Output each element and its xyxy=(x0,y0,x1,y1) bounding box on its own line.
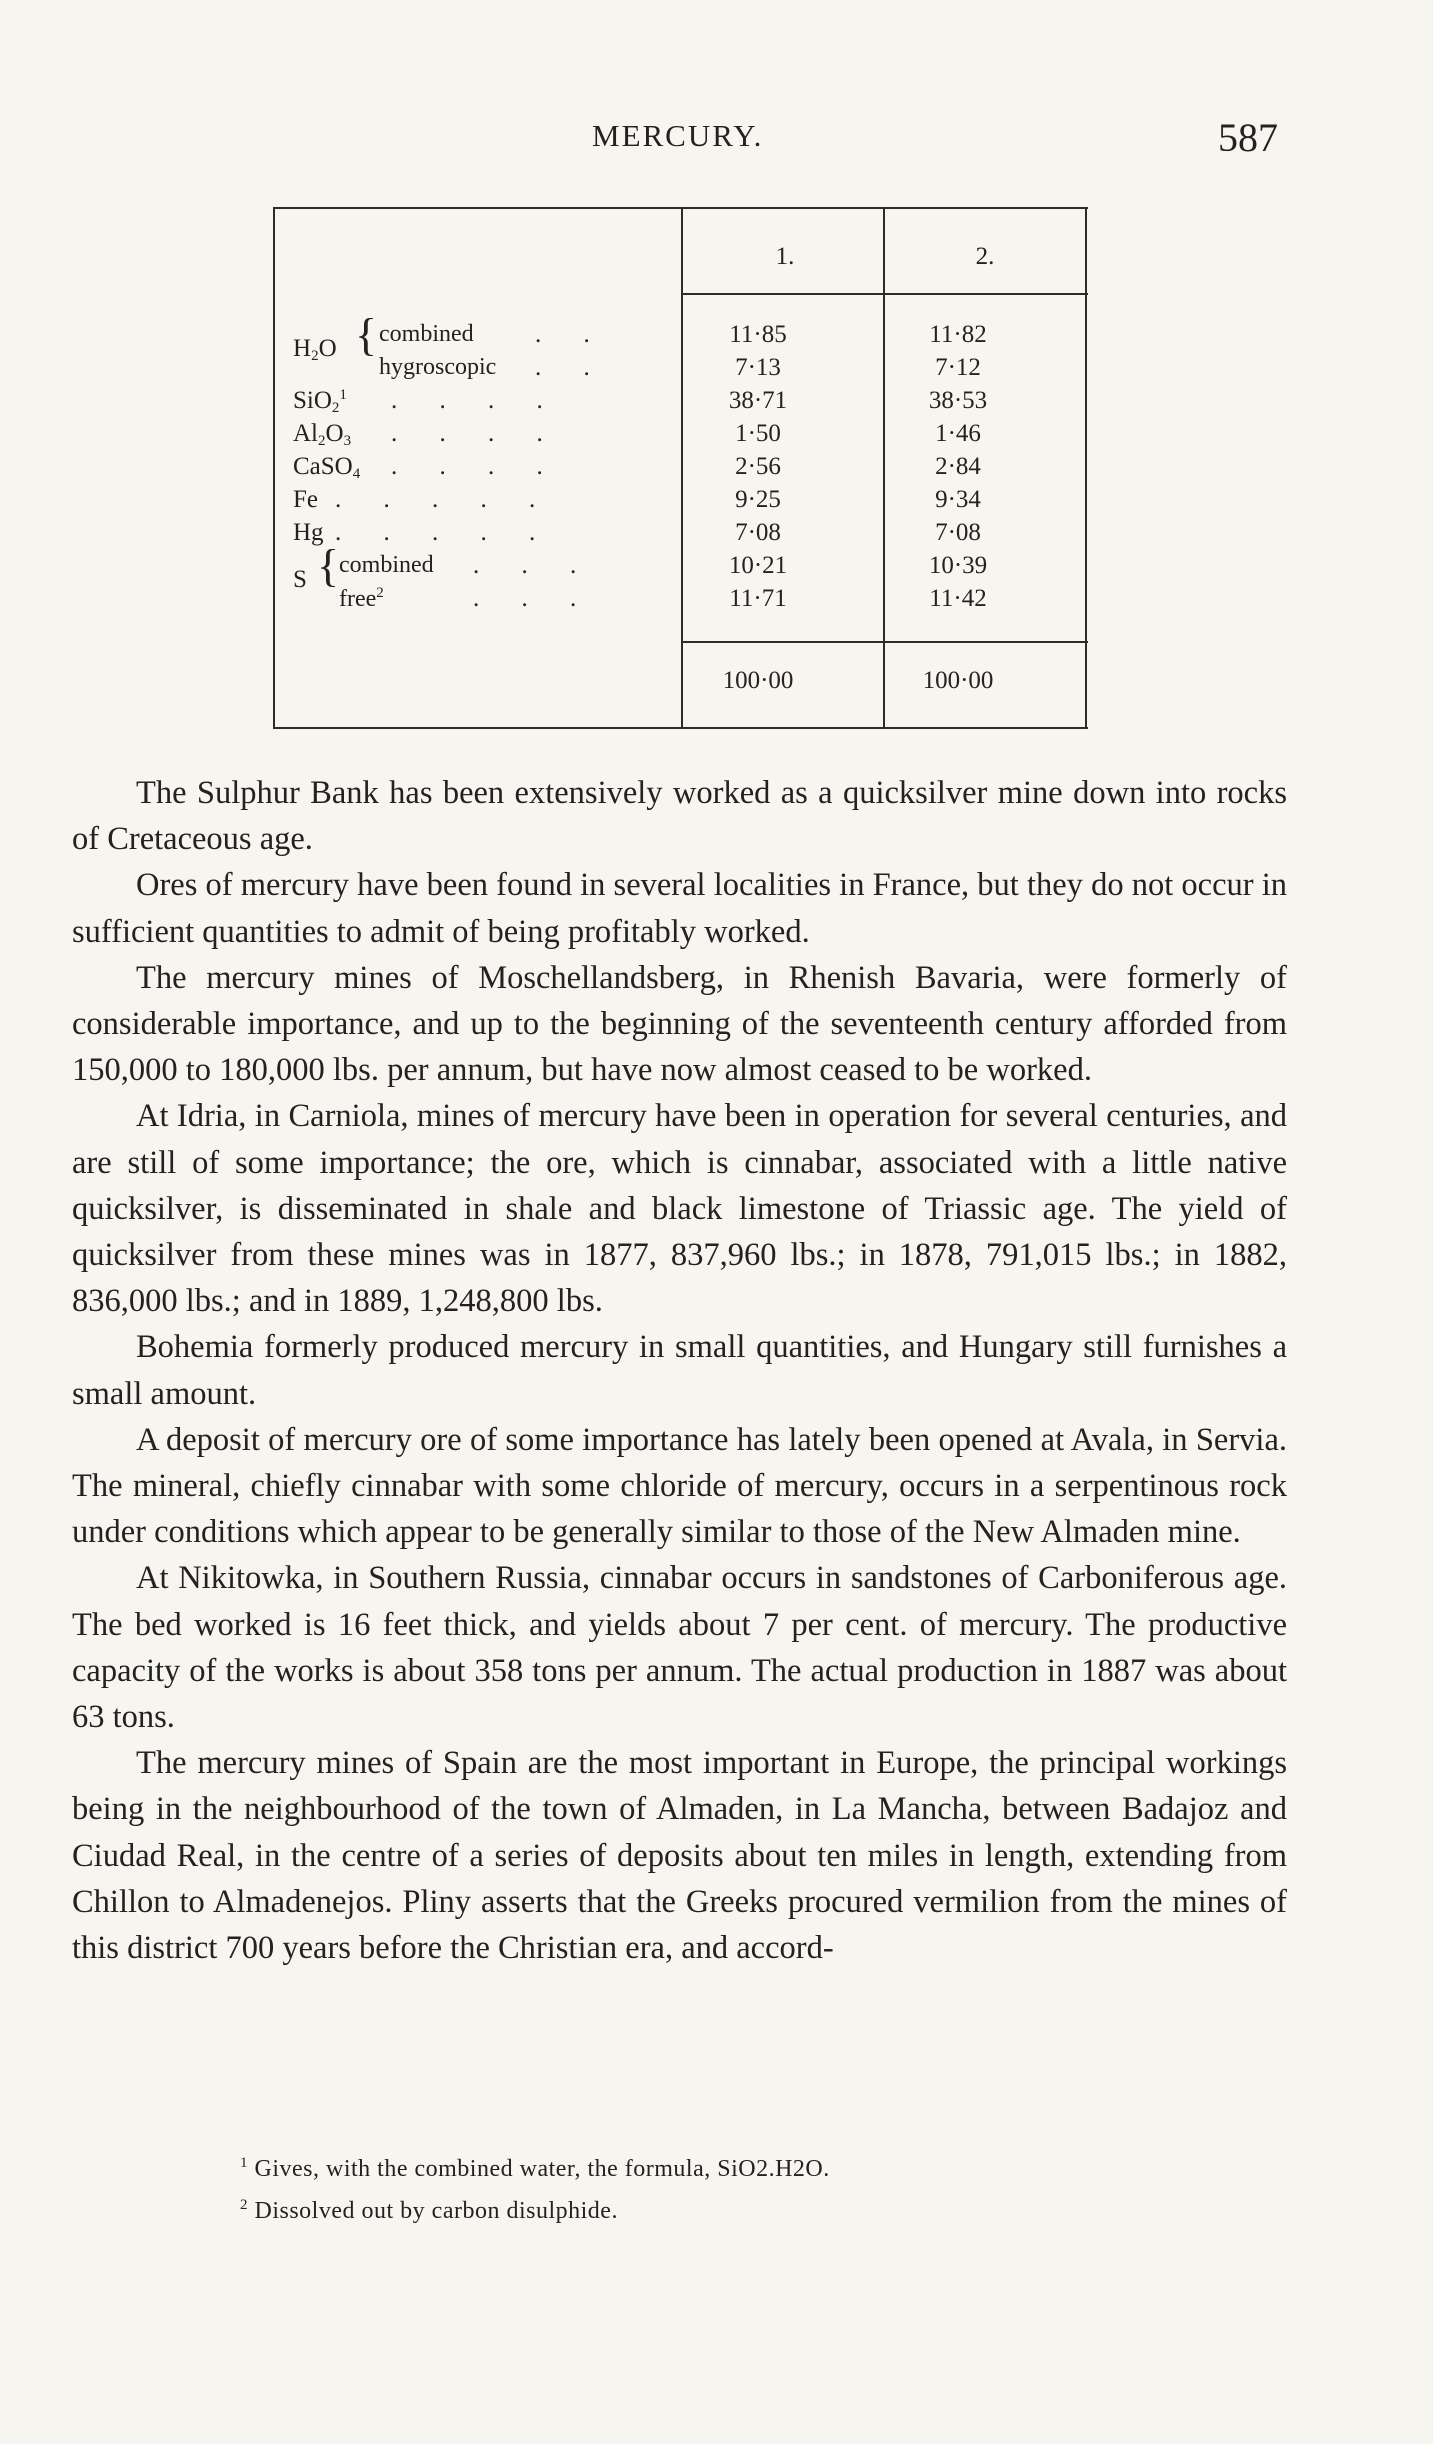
table-row xyxy=(273,453,1088,486)
total-col-2: 100·00 xyxy=(922,667,994,694)
value-col-2: 11·82 xyxy=(929,321,987,348)
table-row xyxy=(273,585,1088,618)
leader-dots: . . . . xyxy=(391,420,561,447)
formula-s: S xyxy=(293,566,307,593)
table-total-rule xyxy=(681,641,1088,643)
column-header-2: 2. xyxy=(975,243,995,270)
leader-dots: . . . . xyxy=(391,453,561,480)
value-col-2: 38·53 xyxy=(928,387,988,414)
value-col-2: 1·46 xyxy=(935,420,981,447)
footnote-text: Gives, with the combined water, the formula, SiO2.H2O. xyxy=(254,2156,830,2182)
body-text xyxy=(72,770,1287,1971)
paragraph: The Sulphur Bank has been extensively worked as a quicksilver mine down into rocks of Cretaceous age. xyxy=(72,775,1287,858)
value-col-1: 2·56 xyxy=(735,453,781,480)
footnote-mark: 2 xyxy=(240,2197,248,2213)
footnote-mark: 1 xyxy=(240,2155,248,2171)
row-label: SiO$_2^1$ xyxy=(293,387,347,416)
value-col-2: 9·34 xyxy=(935,486,981,513)
value-col-1: 10·21 xyxy=(728,552,788,579)
value-col-2: 10·39 xyxy=(928,552,988,579)
total-col-1: 100·00 xyxy=(722,667,794,694)
formula-h2o: $H_2O$ xyxy=(293,335,337,364)
table-top-border xyxy=(273,207,1088,209)
table-row xyxy=(273,354,1088,387)
row-label: CaSO$_4$ xyxy=(293,453,361,482)
table-header-rule xyxy=(681,293,1088,295)
value-col-1: 38·71 xyxy=(728,387,788,414)
row-label: $Al_2O_3$ xyxy=(293,420,352,449)
page-number: 587 xyxy=(1218,115,1278,160)
sub-label: combined xyxy=(379,321,474,347)
table-row xyxy=(273,519,1088,552)
paragraph: At Idria, in Carniola, mines of mercury have been in operation for several centuries, and are still of some importance; the ore, which is cinnabar, associated with a little native quicksilver, is disseminated in shale and black limestone of Triassic age. The yield of quicksilver from these mines was in 1877, 837,960 lbs.; in 1878, 791,015 lbs.; in 1882, 836,000 lbs.; and in 1889, 1,248,800 lbs. xyxy=(72,1098,1287,1320)
row-label: Fe xyxy=(293,486,318,513)
running-title: MERCURY. xyxy=(592,118,764,153)
value-col-2: 7·08 xyxy=(935,519,981,546)
footnote-1 xyxy=(240,2145,830,2187)
table-row xyxy=(273,486,1088,519)
sub-label: free$^2$ xyxy=(339,585,384,612)
paragraph: Ores of mercury have been found in several localities in France, but they do not occur in sufficient quantities to admit of being profitably worked. xyxy=(72,867,1287,950)
paragraph: The mercury mines of Spain are the most important in Europe, the principal workings being in the neighbourhood of the town of Almaden, in La Mancha, between Badajoz and Ciudad Real, in the centre of a series of deposits about ten miles in length, extending from Chillon to Almadenejos. Pliny asserts that the Greeks procured vermilion from the mines of this district 700 years before the Christian era, and accord- xyxy=(72,1745,1287,1967)
leader-dots: . . . xyxy=(473,552,595,579)
leader-dots: . . xyxy=(535,321,608,348)
value-col-2: 2·84 xyxy=(935,453,981,480)
value-col-2: 11·42 xyxy=(929,585,987,612)
table-row xyxy=(273,420,1088,453)
table-row xyxy=(273,387,1088,420)
footnote-2 xyxy=(240,2187,830,2229)
value-col-2: 7·12 xyxy=(935,354,981,381)
value-col-1: 11·85 xyxy=(729,321,787,348)
paragraph: Bohemia formerly produced mercury in small quantities, and Hungary still furnishes a small amount. xyxy=(72,1329,1287,1412)
paragraph: A deposit of mercury ore of some importance has lately been opened at Avala, in Servia. The mineral, chiefly cinnabar with some chloride of mercury, occurs in a serpentinous rock under conditions which appear to be generally similar to those of the New Almaden mine. xyxy=(72,1421,1287,1551)
value-col-1: 7·13 xyxy=(735,354,781,381)
column-header-1: 1. xyxy=(775,243,795,270)
table-total-row xyxy=(273,667,1088,700)
footnotes xyxy=(240,2145,830,2229)
sub-label: combined xyxy=(339,552,434,578)
table-bottom-border xyxy=(273,727,1088,729)
value-col-1: 11·71 xyxy=(729,585,787,612)
value-col-1: 1·50 xyxy=(735,420,781,447)
sub-label: hygroscopic xyxy=(379,354,497,380)
leader-dots: . . . . xyxy=(391,387,561,414)
table-row xyxy=(273,309,1088,364)
leader-dots: . . . . . xyxy=(335,486,554,513)
page-header xyxy=(0,115,1433,168)
leader-dots: . . . . . xyxy=(335,519,554,546)
row-label: Hg xyxy=(293,519,324,546)
value-col-1: 7·08 xyxy=(735,519,781,546)
footnote-text: Dissolved out by carbon disulphide. xyxy=(254,2198,618,2224)
value-col-1: 9·25 xyxy=(735,486,781,513)
paragraph: At Nikitowka, in Southern Russia, cinnabar occurs in sandstones of Carboniferous age. The bed worked is 16 feet thick, and yields about 7 per cent. of mercury. The productive capacity of the works is about 358 tons per annum. The actual production in 1887 was about 63 tons. xyxy=(72,1560,1287,1736)
leader-dots: . . xyxy=(535,354,608,381)
analysis-table xyxy=(273,207,1088,729)
table-row xyxy=(273,540,1088,593)
leader-dots: . . . xyxy=(473,585,595,612)
paragraph: The mercury mines of Moschellandsberg, in Rhenish Bavaria, were formerly of considerable importance, and up to the beginning of the seventeenth century afforded from 150,000 to 180,000 lbs. per annum, but have now almost ceased to be worked. xyxy=(72,959,1287,1089)
brace-icon: { xyxy=(317,540,340,591)
brace-icon: { xyxy=(355,309,378,360)
